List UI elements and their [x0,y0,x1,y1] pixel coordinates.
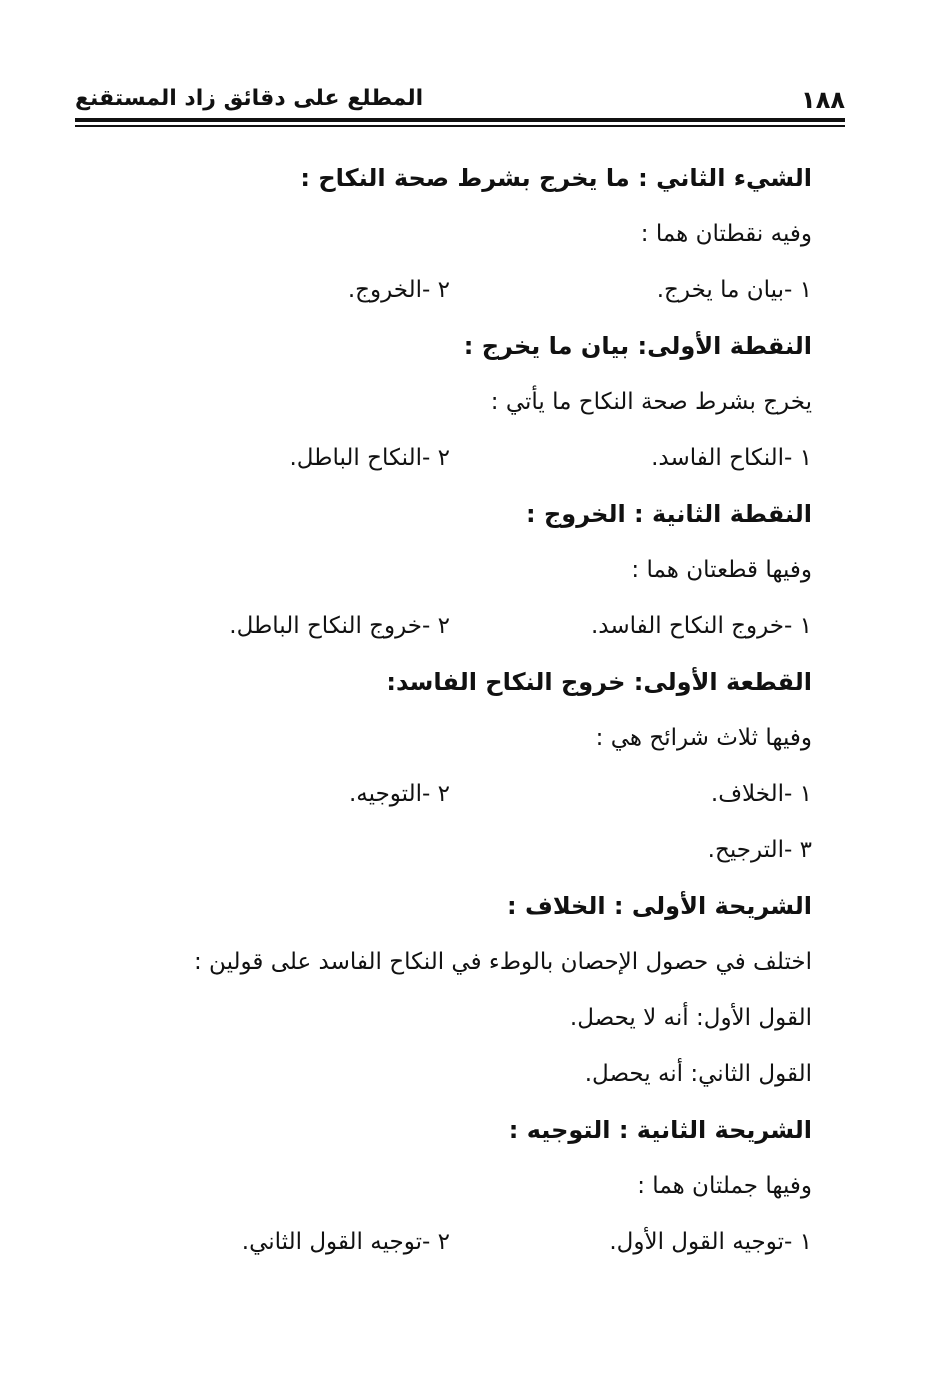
header-rule-thick [75,118,845,122]
page-header [75,78,845,118]
text-line: وفيها قطعتان هما : [631,557,812,583]
list-item: ٢ -التوجيه. [349,781,450,807]
section-heading: الشريحة الثانية : التوجيه : [508,1116,812,1144]
list-item: ١ -الخلاف. [710,781,812,807]
list-item: ٢ -الخروج. [347,277,450,303]
numbered-pair [75,598,812,654]
list-item: ١ -خروج النكاح الفاسد. [590,613,812,639]
text-line: وفيها جملتان هما : [637,1173,812,1199]
text-line: ٣ -الترجيح. [707,837,812,863]
list-item: ٢ -خروج النكاح الباطل. [229,613,450,639]
text-line: وفيها ثلاث شرائح هي : [595,725,812,751]
page-number: ١٨٨ [801,86,845,114]
paragraph: اختلف في حصول الإحصان بالوطء في النكاح الفاسد على قولين : [194,949,812,975]
section-heading: الشريحة الأولى : الخلاف : [506,892,812,920]
section-heading: النقطة الأولى: بيان ما يخرج : [463,332,812,360]
text-line: يخرج بشرط صحة النكاح ما يأتي : [490,389,812,415]
numbered-pair [75,766,812,822]
list-item: ١ -بيان ما يخرج. [656,277,812,303]
numbered-pair [75,262,812,318]
list-item: ١ -النكاح الفاسد. [651,445,812,471]
running-title: المطلع على دقائق زاد المستقنع [75,86,424,111]
text-line: القول الثاني: أنه يحصل. [584,1061,812,1087]
numbered-pair [75,1214,812,1270]
list-item: ٢ -توجيه القول الثاني. [241,1229,450,1255]
text-line: القول الأول: أنه لا يحصل. [569,1005,812,1031]
section-heading: النقطة الثانية : الخروج : [526,500,812,528]
section-heading: القطعة الأولى: خروج النكاح الفاسد: [386,668,812,696]
list-item: ١ -توجيه القول الأول. [609,1229,812,1255]
numbered-pair [75,430,812,486]
text-line: وفيه نقطتان هما : [640,221,812,247]
list-item: ٢ -النكاح الباطل. [289,445,450,471]
page-body [75,150,812,1270]
header-rule-thin [75,125,845,127]
section-heading: الشيء الثاني : ما يخرج بشرط صحة النكاح : [300,164,812,192]
